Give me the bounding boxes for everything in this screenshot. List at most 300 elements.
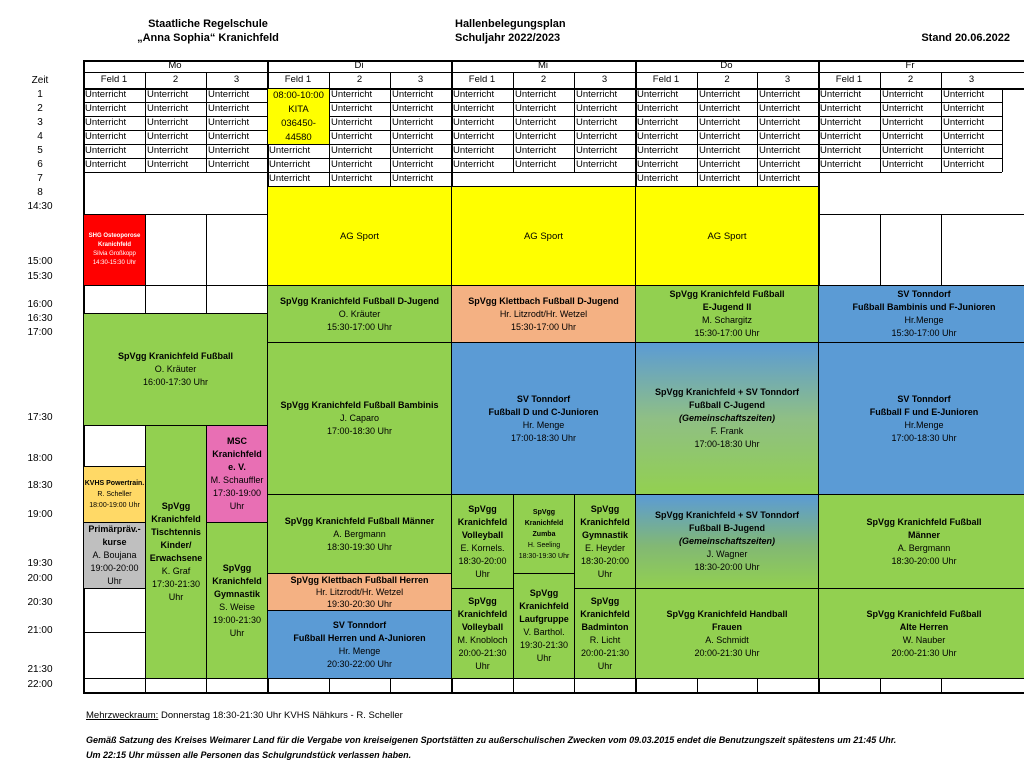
block-text: E. Kornels. xyxy=(460,542,505,553)
do-e-jugend-block xyxy=(635,285,819,343)
cell-line xyxy=(574,88,575,172)
block-text: AG Sport xyxy=(707,230,747,242)
field-header: 2 xyxy=(540,74,547,85)
cell-line xyxy=(83,88,84,172)
mehrzweck-text: Donnerstag 18:30-21:30 Uhr KVHS Nähkurs - R. Scheller xyxy=(158,710,403,721)
block-text: 18:30-19:30 Uhr xyxy=(326,541,393,552)
block-text: SpVgg xyxy=(161,501,191,511)
unterricht-cell: Unterricht xyxy=(85,117,127,128)
cell-line xyxy=(757,172,818,173)
time-label: 16:30 xyxy=(27,313,53,324)
block-text: Fußball Herren und A-Junioren xyxy=(293,632,426,643)
time-label: 21:30 xyxy=(27,664,53,675)
unterricht-cell: Unterricht xyxy=(392,103,434,114)
block-text: Kranichfeld xyxy=(519,601,569,611)
field-header: Feld 1 xyxy=(468,74,496,85)
block-text: KVHS Powertrain. xyxy=(84,480,145,487)
cell-line xyxy=(513,88,574,89)
cell-line xyxy=(390,116,451,117)
block-text: 18:30-20:00 xyxy=(458,555,507,566)
block-text: SpVgg xyxy=(468,503,497,514)
block-text: 17:00-18:30 Uhr xyxy=(694,439,760,449)
day-header-fr: Fr xyxy=(905,60,915,71)
block-text: kurse xyxy=(102,537,127,547)
cell-line xyxy=(145,678,146,692)
cell-line xyxy=(635,172,697,173)
block-text: SpVgg Kranichfeld + SV Tonndorf xyxy=(654,387,800,397)
block-text: M. Knobloch xyxy=(457,634,508,645)
cell-line xyxy=(390,88,451,89)
cell-line xyxy=(267,158,329,159)
cell-line xyxy=(329,158,390,159)
block-text: Uhr xyxy=(536,653,552,663)
cell-line xyxy=(513,130,574,131)
block-text: Uhr xyxy=(168,592,184,602)
mi-volleyball-2-block xyxy=(451,588,514,679)
period-label: 4 xyxy=(37,131,43,142)
kita-block xyxy=(267,88,330,145)
cell-line xyxy=(451,130,513,131)
cell-line xyxy=(206,144,267,145)
cell-line xyxy=(83,88,145,89)
block-text: Uhr xyxy=(229,501,245,511)
unterricht-cell: Unterricht xyxy=(699,103,741,114)
cell-line xyxy=(329,88,390,89)
block-text: Uhr xyxy=(475,568,490,579)
block-text: M. Schauffler xyxy=(210,475,264,485)
stand-date: Stand 20.06.2022 xyxy=(921,32,1010,44)
block-text: 15:30-17:00 Uhr xyxy=(510,321,577,332)
unterricht-cell: Unterricht xyxy=(147,131,189,142)
block-text: Kranichfeld xyxy=(457,608,508,619)
cell-line xyxy=(145,116,206,117)
block-text: Gymnastik xyxy=(213,588,261,599)
unterricht-cell: Unterricht xyxy=(699,145,741,156)
mi-badminton-block xyxy=(574,588,636,679)
ag-sport-di xyxy=(267,186,452,286)
time-label: 17:30 xyxy=(27,412,53,423)
block-text: SpVgg Kranichfeld Fußball xyxy=(866,516,982,527)
cell-line xyxy=(635,88,697,89)
block-text: Badminton xyxy=(581,621,629,632)
block-text: SpVgg Kranichfeld Fußball xyxy=(117,351,233,361)
shg-osteoporose-block xyxy=(83,214,146,286)
footer-note-1: Gemäß Satzung des Kreises Weimarer Land für die Vergabe von kreiseigenen Sportstätten zu außerschulischen Zwecken vom 09.03.2015 endet die Benutzungszeit spätestens um 21:45 Uhr. xyxy=(86,735,897,745)
unterricht-cell: Unterricht xyxy=(637,103,679,114)
unterricht-cell: Unterricht xyxy=(699,117,741,128)
cell-line xyxy=(329,130,390,131)
cell-line xyxy=(635,116,697,117)
unterricht-cell: Unterricht xyxy=(453,103,495,114)
block-text: 15:30-17:00 Uhr xyxy=(891,328,957,338)
cell-line xyxy=(329,102,390,103)
unterricht-cell: Unterricht xyxy=(392,145,434,156)
di-herren-block xyxy=(267,573,452,611)
fr-maenner-block xyxy=(818,494,1024,589)
unterricht-cell: Unterricht xyxy=(515,159,557,170)
time-label: 19:00 xyxy=(27,509,53,520)
field-header: 3 xyxy=(968,74,975,85)
block-text: Kranichfeld xyxy=(457,516,508,527)
cell-line xyxy=(83,116,145,117)
cell-line xyxy=(451,116,513,117)
block-text: SpVgg Kranichfeld Fußball Bambinis xyxy=(280,400,439,410)
unterricht-cell: Unterricht xyxy=(943,159,985,170)
cell-line xyxy=(513,144,574,145)
unterricht-cell: Unterricht xyxy=(637,117,679,128)
block-text: 19:30-20:30 Uhr xyxy=(326,599,393,609)
cell-line xyxy=(635,88,636,186)
block-text: Erwachsene xyxy=(149,553,203,563)
cell-line xyxy=(697,172,757,173)
cell-line xyxy=(941,214,942,285)
unterricht-cell: Unterricht xyxy=(269,173,311,184)
block-text: Volleyball xyxy=(461,621,504,632)
field-header: 2 xyxy=(356,74,363,85)
di-tonndorf-block xyxy=(267,610,452,679)
cell-line xyxy=(390,144,451,145)
school-line-1: Staatliche Regelschule xyxy=(148,18,268,30)
unterricht-cell: Unterricht xyxy=(759,159,801,170)
cell-line xyxy=(818,158,880,159)
block-text: A. Schmidt xyxy=(705,634,749,645)
cell-line xyxy=(880,214,881,285)
cell-line xyxy=(757,102,818,103)
cell-line xyxy=(941,144,1002,145)
mehrzweckraum-note xyxy=(86,709,403,722)
block-text: Gymnastik xyxy=(581,529,629,540)
plan-line-2: Schuljahr 2022/2023 xyxy=(455,32,561,44)
time-label: 21:00 xyxy=(27,625,53,636)
block-text: Hr. Menge xyxy=(522,419,565,430)
cell-line xyxy=(941,172,1002,173)
block-text: Fußball B-Jugend xyxy=(689,523,765,533)
cell-line xyxy=(697,88,698,186)
field-header: 3 xyxy=(784,74,791,85)
block-text: W. Nauber xyxy=(902,634,946,645)
block-text: SpVgg Klettbach Fußball D-Jugend xyxy=(468,295,619,306)
block-text: (Gemeinschaftszeiten) xyxy=(678,413,776,423)
time-label: 14:30 xyxy=(27,201,53,212)
block-text: SpVgg Kranichfeld + SV Tonndorf xyxy=(654,510,800,520)
cell-line xyxy=(390,130,451,131)
block-text: MSC xyxy=(227,436,247,446)
fr-f-junioren-block xyxy=(818,342,1024,495)
school-name xyxy=(128,17,288,45)
block-text: E-Jugend II xyxy=(702,302,752,312)
unterricht-cell: Unterricht xyxy=(882,89,924,100)
mi-volleyball-1-block xyxy=(451,494,514,589)
block-text: 15:30-17:00 Uhr xyxy=(694,328,760,338)
unterricht-cell: Unterricht xyxy=(269,145,311,156)
block-text: 19:00-20:00 xyxy=(90,563,139,573)
field-header: 3 xyxy=(233,74,240,85)
block-text: 17:00-18:30 Uhr xyxy=(891,432,957,443)
unterricht-cell: Unterricht xyxy=(85,89,127,100)
unterricht-cell: Unterricht xyxy=(699,159,741,170)
block-text: Tischtennis xyxy=(151,527,201,537)
ag-sport-mi xyxy=(451,186,636,286)
mi-laufgruppe-block xyxy=(513,573,575,679)
block-text: M. Schargitz xyxy=(701,315,752,325)
block-text: Fußball F und E-Junioren xyxy=(869,406,979,417)
di-bambinis-block xyxy=(267,342,452,495)
cell-line xyxy=(451,88,452,172)
unterricht-cell: Unterricht xyxy=(943,117,985,128)
cell-line xyxy=(941,88,942,172)
block-text: 18:30-20:00 Uhr xyxy=(694,562,760,572)
cell-line xyxy=(880,678,881,692)
time-label: 20:30 xyxy=(27,597,53,608)
block-text: Silvia Großkopp xyxy=(93,251,136,257)
fr-bambinis-block xyxy=(818,285,1024,343)
mi-gymnastik-block xyxy=(574,494,636,589)
block-text: SpVgg Kranichfeld Fußball xyxy=(669,289,785,299)
field-header: 2 xyxy=(724,74,730,85)
cell-line xyxy=(206,130,267,131)
block-text: SHG Osteoporose xyxy=(88,233,141,239)
mi-d-jugend-block xyxy=(451,285,636,343)
cell-line xyxy=(574,144,635,145)
block-text: SpVgg xyxy=(529,588,559,598)
do-c-jugend-block xyxy=(635,342,819,495)
time-label: 15:30 xyxy=(27,271,53,282)
unterricht-cell: Unterricht xyxy=(820,159,862,170)
row-line xyxy=(818,214,1024,215)
unterricht-cell: Unterricht xyxy=(392,131,434,142)
time-label: 18:00 xyxy=(27,453,53,464)
block-text: V. Barthol. xyxy=(523,627,565,637)
block-text: 18:00-19:00 Uhr xyxy=(89,502,140,509)
unterricht-cell: Unterricht xyxy=(576,117,618,128)
cell-line xyxy=(83,144,145,145)
block-text: 19:30-21:30 xyxy=(519,640,569,650)
cell-line xyxy=(206,158,267,159)
block-text: J. Wagner xyxy=(706,549,748,559)
unterricht-cell: Unterricht xyxy=(392,117,434,128)
cell-line xyxy=(757,678,758,692)
unterricht-cell: Unterricht xyxy=(453,89,495,100)
unterricht-cell: Unterricht xyxy=(820,89,862,100)
block-text: J. Caparo xyxy=(339,413,380,423)
unterricht-cell: Unterricht xyxy=(453,117,495,128)
zeit-label: Zeit xyxy=(31,75,49,86)
cell-line xyxy=(941,88,1002,89)
field-header: 3 xyxy=(417,74,424,85)
period-label: 7 xyxy=(37,173,43,184)
primaerpraevention-block xyxy=(83,522,146,589)
block-text: 036450- xyxy=(281,118,316,129)
kvhs-block xyxy=(83,466,146,523)
period-label: 2 xyxy=(37,103,43,114)
schedule-grid xyxy=(83,60,1024,692)
cell-line xyxy=(329,116,390,117)
block-text: R. Licht xyxy=(589,634,621,645)
block-text: SpVgg Kranichfeld Fußball Männer xyxy=(284,515,435,526)
cell-line xyxy=(145,102,206,103)
cell-line xyxy=(206,88,267,89)
time-label: 16:00 xyxy=(27,299,53,310)
cell-line xyxy=(818,116,880,117)
cell-line xyxy=(818,144,880,145)
unterricht-cell: Unterricht xyxy=(331,159,373,170)
block-text: Laufgruppe xyxy=(519,614,569,624)
unterricht-cell: Unterricht xyxy=(576,145,618,156)
fr-alte-herren-block xyxy=(818,588,1024,679)
block-text: SV Tonndorf xyxy=(332,619,387,630)
cell-line xyxy=(697,678,698,692)
block-text: 17:00-18:30 Uhr xyxy=(326,426,393,436)
plan-line-1: Hallenbelegungsplan xyxy=(455,18,566,30)
field-header: 3 xyxy=(601,74,608,85)
unterricht-cell: Unterricht xyxy=(943,103,985,114)
time-label: 15:00 xyxy=(27,256,53,267)
unterricht-cell: Unterricht xyxy=(943,89,985,100)
unterricht-cell: Unterricht xyxy=(882,117,924,128)
cell-line xyxy=(697,158,757,159)
unterricht-cell: Unterricht xyxy=(759,103,801,114)
unterricht-cell: Unterricht xyxy=(759,89,801,100)
block-text: Fußball D und C-Junioren xyxy=(488,406,599,417)
unterricht-cell: Unterricht xyxy=(759,131,801,142)
block-text: Fußball C-Jugend xyxy=(689,400,765,410)
block-text: SpVgg Klettbach Fußball Herren xyxy=(290,575,429,585)
field-header: Feld 1 xyxy=(284,74,312,85)
block-text: Volleyball xyxy=(461,529,504,540)
cell-line xyxy=(83,130,145,131)
cell-line xyxy=(451,172,513,173)
msc-block xyxy=(206,425,268,523)
block-text: Kranichfeld xyxy=(524,519,564,527)
cell-line xyxy=(206,102,267,103)
cell-line xyxy=(635,158,697,159)
time-label: 17:00 xyxy=(27,327,53,338)
block-text: SV Tonndorf xyxy=(897,393,951,404)
block-text: 18:30-20:00 Uhr xyxy=(891,555,957,566)
block-text: R. Scheller xyxy=(97,491,132,498)
cell-line xyxy=(757,130,818,131)
cell-line xyxy=(818,88,880,89)
block-text: 18:30-19:30 Uhr xyxy=(518,552,570,560)
unterricht-cell: Unterricht xyxy=(331,173,373,184)
block-text: O. Kräuter xyxy=(338,308,381,319)
field-header: Feld 1 xyxy=(835,74,863,85)
cell-line xyxy=(390,102,451,103)
block-text: S. Weise xyxy=(219,601,255,612)
block-text: 20:00-21:30 Uhr xyxy=(891,647,957,658)
cell-line xyxy=(635,130,697,131)
cell-line xyxy=(390,678,391,692)
unterricht-cell: Unterricht xyxy=(576,103,618,114)
cell-line xyxy=(697,144,757,145)
unterricht-cell: Unterricht xyxy=(576,89,618,100)
block-text: Primärpräv.- xyxy=(88,524,141,534)
cell-line xyxy=(206,172,267,173)
cell-line xyxy=(206,678,207,692)
block-text: AG Sport xyxy=(523,230,564,242)
block-text: Kranichfeld xyxy=(212,575,262,586)
period-label: 6 xyxy=(37,159,43,170)
unterricht-cell: Unterricht xyxy=(637,173,679,184)
cell-line xyxy=(206,116,267,117)
tischtennis-block xyxy=(145,425,207,679)
block-text: Uhr xyxy=(475,660,490,671)
cell-line xyxy=(818,88,819,172)
time-label: 20:00 xyxy=(27,573,53,584)
block-text: Hr. Litzrodt/Hr. Wetzel xyxy=(315,587,404,597)
block-text: A. Bergmann xyxy=(333,528,386,539)
unterricht-cell: Unterricht xyxy=(576,131,618,142)
unterricht-cell: Unterricht xyxy=(820,117,862,128)
cell-line xyxy=(574,172,635,173)
cell-line xyxy=(145,158,206,159)
unterricht-cell: Unterricht xyxy=(208,117,250,128)
block-text: Kranichfeld xyxy=(151,514,201,524)
unterricht-cell: Unterricht xyxy=(453,131,495,142)
unterricht-cell: Unterricht xyxy=(331,103,373,114)
block-text: Uhr xyxy=(597,660,613,671)
cell-line xyxy=(329,678,330,692)
unterricht-cell: Unterricht xyxy=(820,145,862,156)
cell-line xyxy=(757,88,818,89)
cell-line xyxy=(145,172,206,173)
unterricht-cell: Unterricht xyxy=(637,89,679,100)
unterricht-cell: Unterricht xyxy=(820,131,862,142)
block-text: 08:00-10:00 xyxy=(273,90,324,101)
block-text: A. Bergmann xyxy=(897,542,951,553)
unterricht-cell: Unterricht xyxy=(85,131,127,142)
mehrzweck-label: Mehrzweckraum: xyxy=(86,710,159,721)
cell-line xyxy=(941,130,1002,131)
cell-line xyxy=(451,158,513,159)
block-text: Kranichfeld xyxy=(580,516,630,527)
block-text: 15:30-17:00 Uhr xyxy=(326,321,393,332)
unterricht-cell: Unterricht xyxy=(820,103,862,114)
unterricht-cell: Unterricht xyxy=(85,159,127,170)
unterricht-cell: Unterricht xyxy=(392,159,434,170)
unterricht-cell: Unterricht xyxy=(759,117,801,128)
cell-line xyxy=(390,158,451,159)
unterricht-cell: Unterricht xyxy=(208,103,250,114)
unterricht-cell: Unterricht xyxy=(208,131,250,142)
cell-line xyxy=(880,172,941,173)
unterricht-cell: Unterricht xyxy=(882,159,924,170)
cell-line xyxy=(329,144,390,145)
period-label: 5 xyxy=(37,145,43,156)
field-header: 2 xyxy=(172,74,179,85)
cell-line xyxy=(1002,88,1003,172)
block-text: Hr.Menge xyxy=(904,419,944,430)
cell-line xyxy=(697,116,757,117)
block-text: Kranichfeld xyxy=(580,608,630,619)
cell-line xyxy=(880,158,941,159)
unterricht-cell: Unterricht xyxy=(147,89,189,100)
block-text: Uhr xyxy=(229,627,245,638)
do-handball-block xyxy=(635,588,819,679)
unterricht-cell: Unterricht xyxy=(147,159,189,170)
block-text: A. Boujana xyxy=(92,550,137,560)
unterricht-cell: Unterricht xyxy=(882,145,924,156)
unterricht-cell: Unterricht xyxy=(331,131,373,142)
cell-line xyxy=(83,158,145,159)
block-text: 16:00-17:30 Uhr xyxy=(142,377,209,387)
unterricht-cell: Unterricht xyxy=(699,173,741,184)
cell-line xyxy=(574,88,635,89)
block-text: 14:30-15:30 Uhr xyxy=(92,260,137,266)
cell-line xyxy=(880,144,941,145)
cell-line xyxy=(574,678,575,692)
cell-line xyxy=(83,102,145,103)
